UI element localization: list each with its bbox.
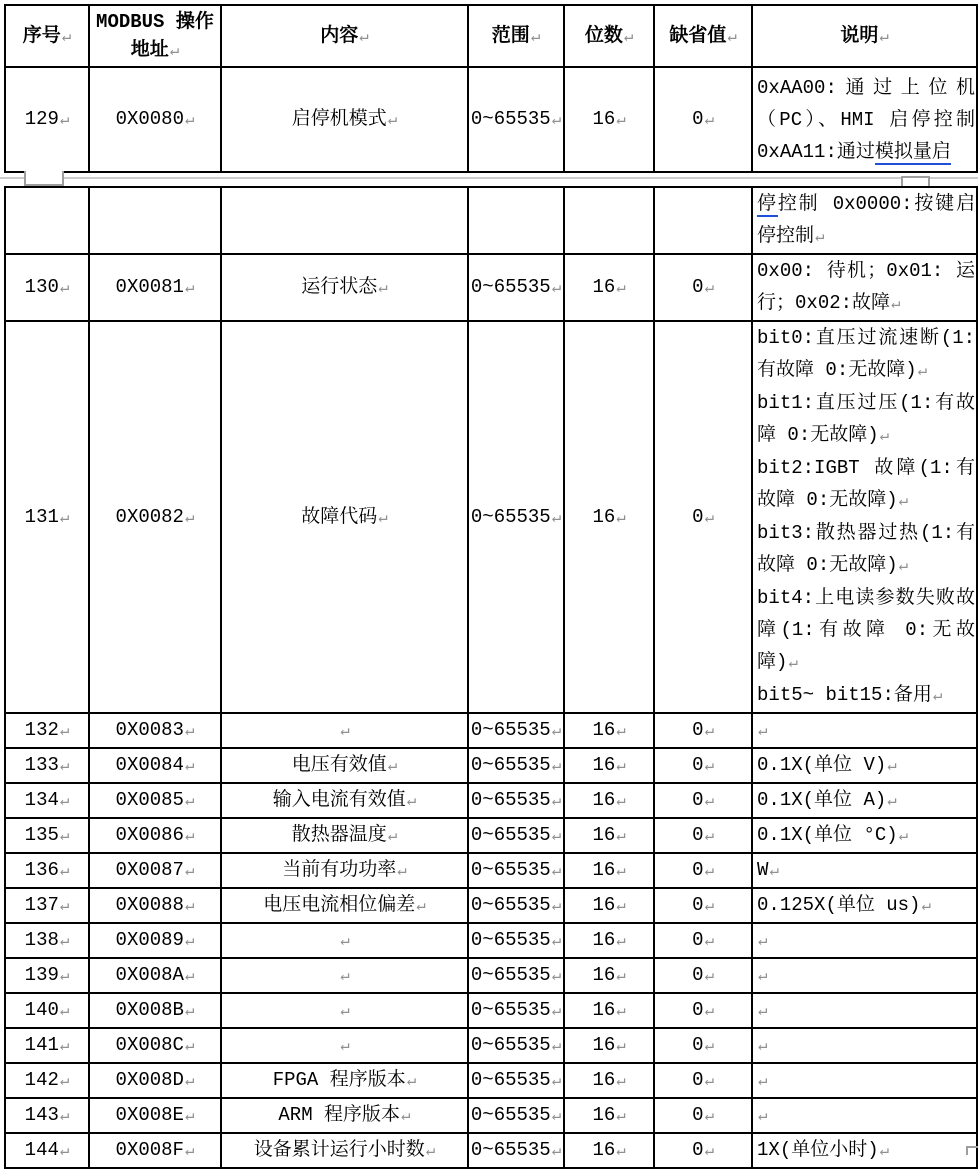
- cell-content: 设备累计运行小时数↵: [221, 1133, 468, 1168]
- table-row: [5, 713, 977, 748]
- table-row: [5, 748, 977, 783]
- pilcrow-mark: ↵: [59, 1072, 70, 1090]
- pilcrow-mark: ↵: [623, 27, 634, 46]
- pilcrow-mark: ↵: [616, 932, 626, 950]
- pilcrow-mark: ↵: [387, 827, 398, 845]
- cell-default: 0↵: [654, 321, 752, 713]
- cell-address: 0X008D↵: [89, 1063, 221, 1098]
- description-paragraph: 0.1X(单位 V)↵: [757, 754, 897, 776]
- cell-content: 启停机模式↵: [221, 67, 468, 172]
- pilcrow-mark: ↵: [184, 279, 195, 297]
- cell-description: [752, 254, 977, 321]
- cell-address: 0X0085↵: [89, 783, 221, 818]
- col-header-range: 范围↵: [468, 5, 564, 67]
- pilcrow-mark: ↵: [704, 757, 714, 775]
- pilcrow-mark: ↵: [879, 27, 889, 46]
- cell-bits: 16↵: [564, 713, 654, 748]
- table-resize-handle[interactable]: [966, 1146, 978, 1155]
- cell-description: [752, 748, 977, 783]
- pilcrow-mark: ↵: [551, 722, 562, 740]
- pilcrow-mark: ↵: [704, 1142, 714, 1160]
- cell-address: 0X0081↵: [89, 254, 221, 321]
- cell-address: 0X008E↵: [89, 1098, 221, 1133]
- description-paragraph: [757, 714, 975, 747]
- pilcrow-mark: ↵: [704, 967, 714, 985]
- cell-address: 0X008B↵: [89, 993, 221, 1028]
- cell-content: 输入电流有效值↵: [221, 783, 468, 818]
- pilcrow-mark: ↵: [340, 967, 350, 985]
- cell-bits: 16↵: [564, 1133, 654, 1168]
- cell-range: 0~65535↵: [468, 1098, 564, 1133]
- pilcrow-mark: ↵: [340, 1037, 350, 1055]
- pilcrow-mark: ↵: [616, 279, 626, 297]
- pilcrow-mark: ↵: [788, 654, 798, 672]
- pilcrow-mark: ↵: [616, 508, 626, 527]
- cell-bits: 16↵: [564, 1098, 654, 1133]
- table-row: [5, 818, 977, 853]
- pilcrow-mark: ↵: [898, 557, 909, 575]
- pilcrow-mark: ↵: [551, 1037, 562, 1055]
- description-paragraph: bit5~ bit15:备用↵: [757, 684, 943, 706]
- pilcrow-mark: ↵: [184, 1072, 195, 1090]
- table-row: [5, 993, 977, 1028]
- pilcrow-mark: ↵: [704, 722, 714, 740]
- pilcrow-mark: ↵: [879, 427, 890, 445]
- pilcrow-mark: ↵: [59, 1002, 70, 1020]
- pilcrow-mark: ↵: [551, 967, 562, 985]
- pilcrow-mark: ↵: [184, 1002, 195, 1020]
- pilcrow-mark: ↵: [616, 967, 626, 985]
- cell-no: 144↵: [5, 1133, 89, 1168]
- cell-default: 0↵: [654, 67, 752, 172]
- col-header-description: 说明↵: [752, 5, 977, 67]
- pilcrow-mark: ↵: [704, 932, 714, 950]
- pilcrow-mark: ↵: [59, 967, 70, 985]
- cell-address: 0X008A↵: [89, 958, 221, 993]
- cell-description: [752, 818, 977, 853]
- pilcrow-mark: ↵: [184, 897, 195, 915]
- description-paragraph: 0.1X(单位 °C)↵: [757, 824, 909, 846]
- pilcrow-mark: ↵: [704, 897, 714, 915]
- description-paragraph: 1X(单位小时)↵: [757, 1139, 890, 1161]
- cell-description: [752, 1028, 977, 1063]
- cell-content: 运行状态↵: [221, 254, 468, 321]
- modbus-register-table-part1: [4, 4, 978, 173]
- cell-bits: 16↵: [564, 748, 654, 783]
- pilcrow-mark: ↵: [551, 932, 562, 950]
- pilcrow-mark: ↵: [340, 1002, 350, 1020]
- description-paragraph: [757, 1029, 975, 1062]
- pilcrow-mark: ↵: [616, 792, 626, 810]
- pilcrow-mark: ↵: [59, 932, 70, 950]
- cell-description: [752, 1133, 977, 1168]
- col-header-no: 序号↵: [5, 5, 89, 67]
- cell-bits: 16↵: [564, 993, 654, 1028]
- pilcrow-mark: ↵: [727, 27, 737, 46]
- pilcrow-mark: ↵: [551, 1072, 562, 1090]
- cell-content: 电压电流相位偏差↵: [221, 888, 468, 923]
- description-paragraph: 0.1X(单位 A)↵: [757, 789, 897, 811]
- description-paragraph: 0xAA00:通过上位机（PC）、HMI 启停控制 0xAA11:通过模拟量启: [757, 76, 975, 163]
- pilcrow-mark: ↵: [704, 1107, 714, 1125]
- cell-no: 132↵: [5, 713, 89, 748]
- pilcrow-mark: ↵: [616, 1002, 626, 1020]
- cell-address: [89, 187, 221, 254]
- cell-bits: 16↵: [564, 1063, 654, 1098]
- cell-no: 137↵: [5, 888, 89, 923]
- table-row: [5, 321, 977, 713]
- cell-no: 138↵: [5, 923, 89, 958]
- table-row: [5, 853, 977, 888]
- cell-default: 0↵: [654, 1098, 752, 1133]
- header-row: [5, 5, 977, 67]
- pilcrow-mark: ↵: [551, 279, 562, 297]
- cell-default: [654, 187, 752, 254]
- pilcrow-mark: ↵: [704, 279, 714, 297]
- pilcrow-mark: ↵: [59, 1142, 70, 1160]
- pilcrow-mark: ↵: [61, 27, 72, 46]
- cell-address: 0X0086↵: [89, 818, 221, 853]
- pilcrow-mark: ↵: [769, 862, 779, 880]
- pilcrow-mark: ↵: [551, 757, 562, 775]
- cell-default: 0↵: [654, 783, 752, 818]
- pilcrow-mark: ↵: [184, 757, 195, 775]
- pilcrow-mark: ↵: [758, 1037, 768, 1055]
- description-paragraph: 0x00: 待机；0x01: 运行；0x02:故障↵: [757, 260, 975, 314]
- cell-range: 0~65535↵: [468, 254, 564, 321]
- cell-default: 0↵: [654, 1028, 752, 1063]
- table-row: [5, 1133, 977, 1168]
- cell-description: [752, 993, 977, 1028]
- cell-no: 133↵: [5, 748, 89, 783]
- cell-bits: 16↵: [564, 888, 654, 923]
- pilcrow-mark: ↵: [758, 1072, 768, 1090]
- cell-range: 0~65535↵: [468, 958, 564, 993]
- pilcrow-mark: ↵: [397, 862, 407, 880]
- cell-no: 135↵: [5, 818, 89, 853]
- pilcrow-mark: ↵: [530, 27, 541, 46]
- cell-range: 0~65535↵: [468, 923, 564, 958]
- cell-description: [752, 187, 977, 254]
- cell-content: 当前有功功率↵: [221, 853, 468, 888]
- pilcrow-mark: ↵: [758, 932, 768, 950]
- cell-no: 139↵: [5, 958, 89, 993]
- table-row: [5, 1098, 977, 1133]
- cell-no: 140↵: [5, 993, 89, 1028]
- table-row: [5, 1028, 977, 1063]
- pilcrow-mark: ↵: [184, 1142, 195, 1160]
- pilcrow-mark: ↵: [59, 757, 70, 775]
- pilcrow-mark: ↵: [704, 827, 714, 845]
- cell-bits: 16↵: [564, 818, 654, 853]
- cell-no: 141↵: [5, 1028, 89, 1063]
- cell-no: 142↵: [5, 1063, 89, 1098]
- pilcrow-mark: ↵: [551, 508, 562, 527]
- pilcrow-mark: ↵: [59, 1107, 70, 1125]
- cell-content: FPGA 程序版本↵: [221, 1063, 468, 1098]
- pilcrow-mark: ↵: [551, 1107, 562, 1125]
- pilcrow-mark: ↵: [184, 508, 195, 527]
- description-paragraph: W↵: [757, 859, 779, 881]
- cell-address: 0X0080↵: [89, 67, 221, 172]
- pilcrow-mark: ↵: [406, 792, 417, 810]
- pilcrow-mark: ↵: [387, 757, 398, 775]
- pilcrow-mark: ↵: [59, 897, 70, 915]
- pilcrow-mark: ↵: [704, 1072, 714, 1090]
- pilcrow-mark: ↵: [921, 897, 931, 915]
- pilcrow-mark: ↵: [59, 792, 70, 810]
- cell-address: 0X0084↵: [89, 748, 221, 783]
- cell-content: ARM 程序版本↵: [221, 1098, 468, 1133]
- cell-address: 0X0083↵: [89, 713, 221, 748]
- pilcrow-mark: ↵: [551, 897, 562, 915]
- cell-content: [221, 187, 468, 254]
- pilcrow-mark: ↵: [891, 295, 901, 313]
- cell-address: 0X0089↵: [89, 923, 221, 958]
- description-paragraph: [757, 994, 975, 1027]
- cell-description: [752, 958, 977, 993]
- pilcrow-mark: ↵: [758, 1002, 768, 1020]
- pilcrow-mark: ↵: [416, 897, 426, 915]
- description-paragraph: 停控制 0x0000:按键启停控制↵: [757, 193, 975, 247]
- cell-bits: 16↵: [564, 67, 654, 172]
- table-row: [5, 67, 977, 172]
- pilcrow-mark: ↵: [898, 492, 909, 510]
- pilcrow-mark: ↵: [184, 1107, 195, 1125]
- description-paragraph: [757, 1064, 975, 1097]
- pilcrow-mark: ↵: [704, 792, 714, 810]
- cell-bits: 16↵: [564, 783, 654, 818]
- description-paragraph: [757, 1099, 975, 1132]
- cell-default: 0↵: [654, 713, 752, 748]
- table-row: [5, 254, 977, 321]
- pilcrow-mark: ↵: [169, 41, 180, 60]
- pilcrow-mark: ↵: [184, 111, 195, 129]
- pilcrow-mark: ↵: [616, 862, 626, 880]
- cell-bits: [564, 187, 654, 254]
- pilcrow-mark: ↵: [59, 827, 70, 845]
- cell-range: 0~65535↵: [468, 888, 564, 923]
- cell-description: [752, 1098, 977, 1133]
- cell-default: 0↵: [654, 748, 752, 783]
- cell-description: [752, 888, 977, 923]
- page-break-line: [0, 177, 978, 179]
- cell-no: 129↵: [5, 67, 89, 172]
- table-split-handle-left: [24, 171, 64, 186]
- cell-address: 0X0082↵: [89, 321, 221, 713]
- cell-range: 0~65535↵: [468, 993, 564, 1028]
- cell-default: 0↵: [654, 993, 752, 1028]
- cell-content: [221, 923, 468, 958]
- pilcrow-mark: ↵: [551, 792, 562, 810]
- pilcrow-mark: ↵: [704, 508, 714, 527]
- table-row: [5, 1063, 977, 1098]
- pilcrow-mark: ↵: [932, 687, 943, 705]
- pilcrow-mark: ↵: [184, 932, 195, 950]
- description-paragraph: [757, 959, 975, 992]
- pilcrow-mark: ↵: [704, 1002, 714, 1020]
- cell-bits: 16↵: [564, 254, 654, 321]
- table-row: [5, 888, 977, 923]
- cell-description: [752, 1063, 977, 1098]
- underlined-text: 模拟量启: [874, 140, 951, 163]
- cell-bits: 16↵: [564, 1028, 654, 1063]
- pilcrow-mark: ↵: [551, 1142, 562, 1160]
- cell-range: 0~65535↵: [468, 818, 564, 853]
- cell-no: 130↵: [5, 254, 89, 321]
- cell-address: 0X008C↵: [89, 1028, 221, 1063]
- pilcrow-mark: ↵: [425, 1142, 436, 1160]
- col-header-content: 内容↵: [221, 5, 468, 67]
- pilcrow-mark: ↵: [184, 792, 195, 810]
- col-header-address: MODBUS 操作地址↵: [89, 5, 221, 67]
- cell-description: [752, 321, 977, 713]
- description-paragraph: bit3:散热器过热(1:有故障 0:无故障)↵: [757, 522, 975, 576]
- pilcrow-mark: ↵: [184, 862, 195, 880]
- cell-default: 0↵: [654, 254, 752, 321]
- description-paragraph: bit0:直压过流速断(1:有故障 0:无故障)↵: [757, 327, 975, 381]
- table-row: [5, 783, 977, 818]
- pilcrow-mark: ↵: [551, 862, 562, 880]
- cell-content: 故障代码↵: [221, 321, 468, 713]
- cell-bits: 16↵: [564, 923, 654, 958]
- cell-range: 0~65535↵: [468, 1028, 564, 1063]
- cell-description: [752, 853, 977, 888]
- cell-no: [5, 187, 89, 254]
- cell-default: 0↵: [654, 1133, 752, 1168]
- pilcrow-mark: ↵: [59, 279, 70, 297]
- pilcrow-mark: ↵: [917, 362, 928, 380]
- pilcrow-mark: ↵: [704, 1037, 714, 1055]
- cell-range: 0~65535↵: [468, 321, 564, 713]
- cell-default: 0↵: [654, 923, 752, 958]
- cell-range: [468, 187, 564, 254]
- pilcrow-mark: ↵: [59, 722, 70, 740]
- cell-range: 0~65535↵: [468, 748, 564, 783]
- pilcrow-mark: ↵: [401, 1107, 411, 1125]
- pilcrow-mark: ↵: [59, 1037, 70, 1055]
- pilcrow-mark: ↵: [616, 897, 626, 915]
- pilcrow-mark: ↵: [616, 1107, 626, 1125]
- pilcrow-mark: ↵: [616, 722, 626, 740]
- cell-description: [752, 783, 977, 818]
- pilcrow-mark: ↵: [184, 827, 195, 845]
- cell-content: [221, 958, 468, 993]
- cell-no: 136↵: [5, 853, 89, 888]
- pilcrow-mark: ↵: [551, 827, 562, 845]
- pilcrow-mark: ↵: [59, 508, 70, 527]
- cell-no: 134↵: [5, 783, 89, 818]
- cell-content: 散热器温度↵: [221, 818, 468, 853]
- cell-description: [752, 713, 977, 748]
- cell-no: 143↵: [5, 1098, 89, 1133]
- pilcrow-mark: ↵: [406, 1072, 417, 1090]
- description-paragraph: bit4:上电读参数失败故障(1:有故障 0:无故障)↵: [757, 587, 975, 673]
- pilcrow-mark: ↵: [387, 111, 398, 129]
- underlined-text: 停: [757, 193, 778, 215]
- cell-address: 0X0088↵: [89, 888, 221, 923]
- cell-address: 0X008F↵: [89, 1133, 221, 1168]
- col-header-bits: 位数↵: [564, 5, 654, 67]
- pilcrow-mark: ↵: [898, 827, 909, 845]
- cell-address: 0X0087↵: [89, 853, 221, 888]
- cell-bits: 16↵: [564, 321, 654, 713]
- cell-no: 131↵: [5, 321, 89, 713]
- cell-default: 0↵: [654, 958, 752, 993]
- modbus-register-table-part2: [4, 186, 978, 1169]
- pilcrow-mark: ↵: [704, 111, 714, 129]
- cell-content: [221, 1028, 468, 1063]
- pilcrow-mark: ↵: [378, 279, 388, 297]
- pilcrow-mark: ↵: [879, 1142, 890, 1160]
- pilcrow-mark: ↵: [758, 722, 768, 740]
- pilcrow-mark: ↵: [616, 1142, 626, 1160]
- pilcrow-mark: ↵: [184, 722, 195, 740]
- pilcrow-mark: ↵: [551, 1002, 562, 1020]
- pilcrow-mark: ↵: [340, 722, 350, 740]
- cell-range: 0~65535↵: [468, 853, 564, 888]
- pilcrow-mark: ↵: [887, 792, 897, 810]
- pilcrow-mark: ↵: [887, 757, 897, 775]
- cell-description: [752, 67, 977, 172]
- cell-bits: 16↵: [564, 958, 654, 993]
- cell-default: 0↵: [654, 853, 752, 888]
- pilcrow-mark: ↵: [616, 111, 626, 129]
- pilcrow-mark: ↵: [59, 111, 70, 129]
- pilcrow-mark: ↵: [616, 757, 626, 775]
- pilcrow-mark: ↵: [184, 967, 195, 985]
- pilcrow-mark: ↵: [59, 862, 70, 880]
- cell-default: 0↵: [654, 888, 752, 923]
- table-row: [5, 958, 977, 993]
- pilcrow-mark: ↵: [616, 1072, 626, 1090]
- pilcrow-mark: ↵: [340, 932, 350, 950]
- pilcrow-mark: ↵: [551, 111, 562, 129]
- description-paragraph: 0.125X(单位 us)↵: [757, 894, 931, 916]
- pilcrow-mark: ↵: [184, 1037, 195, 1055]
- pilcrow-mark: ↵: [378, 508, 388, 527]
- description-paragraph: [757, 924, 975, 957]
- cell-bits: 16↵: [564, 853, 654, 888]
- cell-content: [221, 713, 468, 748]
- cell-default: 0↵: [654, 1063, 752, 1098]
- pilcrow-mark: ↵: [616, 827, 626, 845]
- cell-range: 0~65535↵: [468, 1133, 564, 1168]
- pilcrow-mark: ↵: [758, 967, 768, 985]
- col-header-default: 缺省值↵: [654, 5, 752, 67]
- cell-content: [221, 993, 468, 1028]
- pilcrow-mark: ↵: [815, 228, 825, 246]
- cell-range: 0~65535↵: [468, 67, 564, 172]
- table-row: [5, 187, 977, 254]
- pilcrow-mark: ↵: [704, 862, 714, 880]
- cell-description: [752, 923, 977, 958]
- description-paragraph: bit1:直压过压(1:有故障 0:无故障)↵: [757, 392, 975, 446]
- cell-range: 0~65535↵: [468, 783, 564, 818]
- cell-range: 0~65535↵: [468, 713, 564, 748]
- cell-content: 电压有效值↵: [221, 748, 468, 783]
- cell-range: 0~65535↵: [468, 1063, 564, 1098]
- cell-default: 0↵: [654, 818, 752, 853]
- pilcrow-mark: ↵: [758, 1107, 768, 1125]
- description-paragraph: bit2:IGBT 故障(1:有故障 0:无故障)↵: [757, 457, 975, 511]
- pilcrow-mark: ↵: [359, 27, 369, 46]
- table-row: [5, 923, 977, 958]
- pilcrow-mark: ↵: [616, 1037, 626, 1055]
